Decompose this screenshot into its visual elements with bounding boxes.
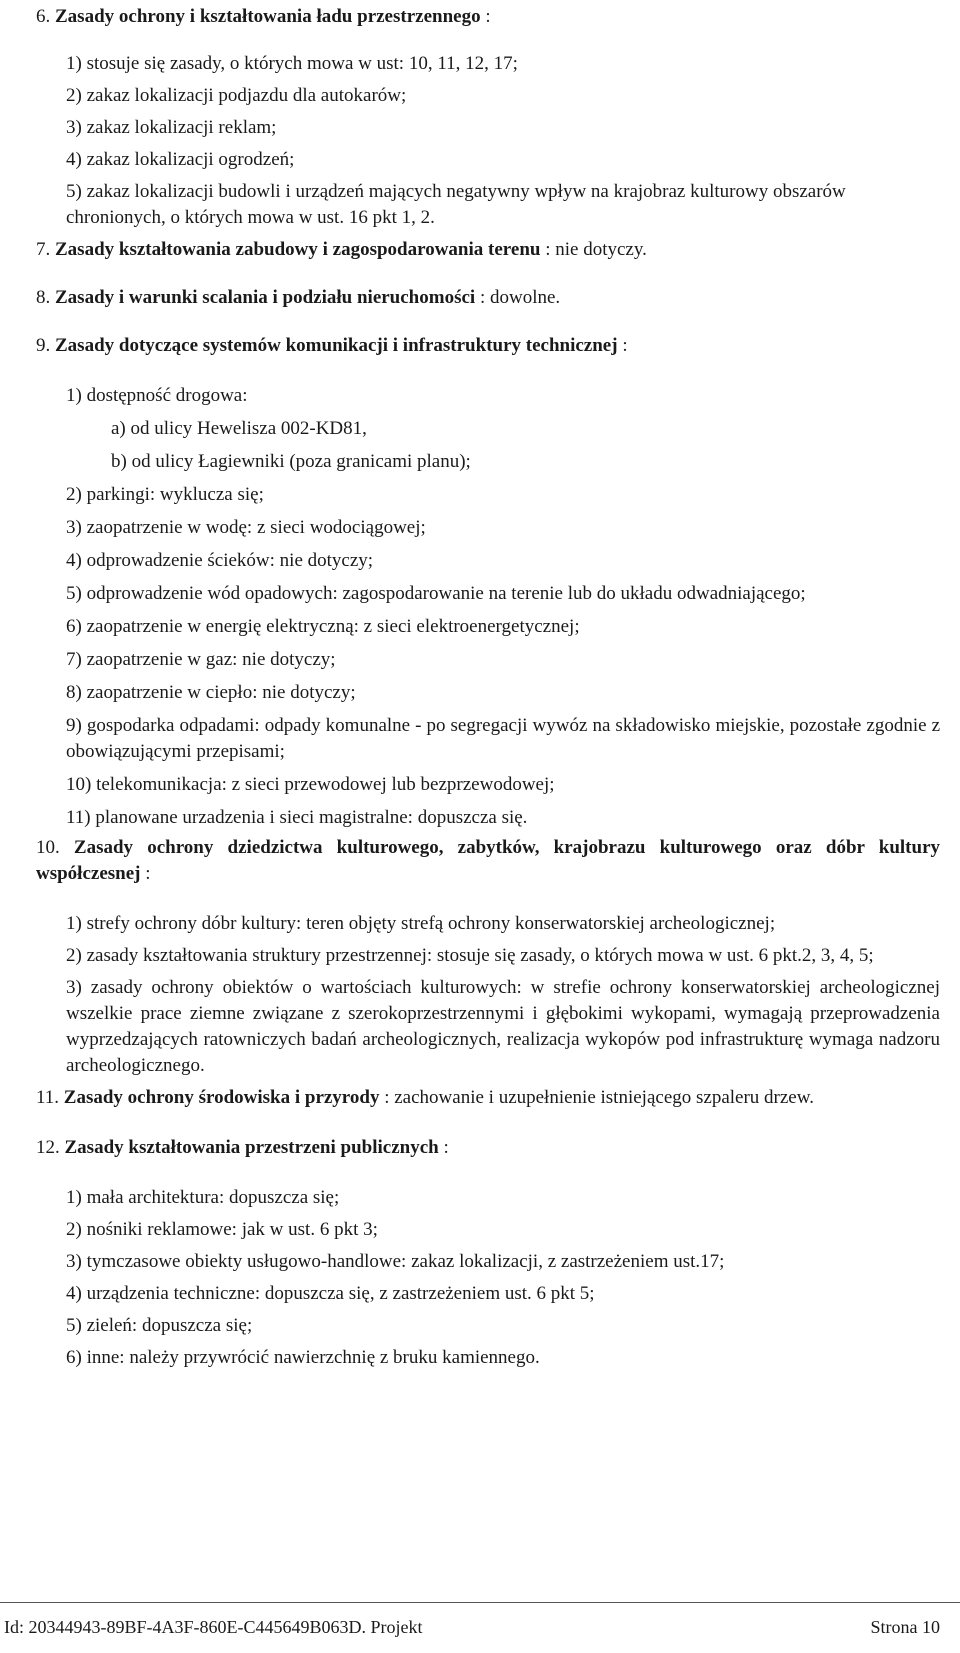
section-6-tail: : [480,6,491,27]
section-7-title: Zasady kształtowania zabudowy i zagospodarowania terenu [55,239,541,260]
section-12-item-1: 1) mała architektura: dopuszcza się; [66,1187,340,1208]
section-10-item-3: 3) zasady ochrony obiektów o wartościach kulturowych: w strefie ochrony konserwatorskiej archeologicznej wszelkie prace ziemne związane z szerokoprzestrzennymi i głębokimi wykopami, wymagają przeprowadzenia wyprzedzających ratowniczych badań archeologicznych, realizacja wykopów pod infrastrukturę wymaga nadzoru archeologicznego. [66,977,940,1076]
section-6-item-4: 4) zakaz lokalizacji ogrodzeń; [66,149,295,170]
section-9-item-3: 3) zaopatrzenie w wodę: z sieci wodociągowej; [66,517,426,538]
section-12-heading [36,1135,940,1161]
section-6-item-3: 3) zakaz lokalizacji reklam; [66,117,277,138]
section-11-tail: : zachowanie i uzupełnienie istniejącego szpaleru drzew. [379,1087,814,1108]
section-12-item-6: 6) inne: należy przywrócić nawierzchnię z bruku kamiennego. [66,1347,540,1368]
section-8-title: Zasady i warunki scalania i podziału nieruchomości [55,287,476,308]
section-12-item-5: 5) zieleń: dopuszcza się; [66,1315,253,1336]
page-number: Strona 10 [870,1617,940,1637]
section-9-number: 9. [36,335,51,356]
section-12-number: 12. [36,1137,60,1158]
section-9-item-1b: b) od ulicy Łagiewniki (poza granicami planu); [111,451,471,472]
section-9-item-11: 11) planowane urzadzenia i sieci magistralne: dopuszcza się. [66,807,528,828]
section-8-number: 8. [36,287,51,308]
section-12-tail: : [438,1137,449,1158]
section-9-item-5: 5) odprowadzenie wód opadowych: zagospodarowanie na terenie lub do układu odwadniającego; [66,583,806,604]
section-8-tail: : dowolne. [475,287,561,308]
section-10-item-1: 1) strefy ochrony dóbr kultury: teren objęty strefą ochrony konserwatorskiej archeologicznej; [66,913,776,934]
section-8-heading [36,285,940,311]
section-10-number: 10. [36,837,60,858]
section-9-item-1a: a) od ulicy Hewelisza 002-KD81, [111,418,367,439]
section-7-tail: : nie dotyczy. [540,239,647,260]
section-10-tail: : [140,863,151,884]
section-9-item-9: 9) gospodarka odpadami: odpady komunalne - po segregacji wywóz na składowisko miejskie, pozostałe zgodnie z obowiązującymi przepisami; [66,715,940,762]
section-10-title: Zasady ochrony dziedzictwa kulturowego, zabytków, krajobrazu kulturowego oraz dóbr kultury współczesnej [36,837,941,884]
section-9-item-4: 4) odprowadzenie ścieków: nie dotyczy; [66,550,374,571]
footer-rule [0,1602,960,1603]
section-12-title: Zasady kształtowania przestrzeni publicznych [64,1137,439,1158]
document-id: Id: 20344943-89BF-4A3F-860E-C445649B063D. Projekt [4,1617,423,1637]
section-12-item-4: 4) urządzenia techniczne: dopuszcza się, z zastrzeżeniem ust. 6 pkt 5; [66,1283,595,1304]
section-9-item-7: 7) zaopatrzenie w gaz: nie dotyczy; [66,649,336,670]
section-9-item-1: 1) dostępność drogowa: [66,385,248,406]
section-6-item-1: 1) stosuje się zasady, o których mowa w ust: 10, 11, 12, 17; [66,53,518,74]
section-6-heading [36,4,940,30]
section-11-title: Zasady ochrony środowiska i przyrody [63,1087,380,1108]
section-11-number: 11. [36,1087,60,1108]
section-9-item-6: 6) zaopatrzenie w energię elektryczną: z sieci elektroenergetycznej; [66,616,580,637]
section-6-item-2: 2) zakaz lokalizacji podjazdu dla autokarów; [66,85,407,106]
section-6-title: Zasady ochrony i kształtowania ładu przestrzennego [55,6,481,27]
section-9-title: Zasady dotyczące systemów komunikacji i infrastruktury technicznej [55,335,618,356]
section-7-number: 7. [36,239,51,260]
section-7-heading [36,237,940,263]
section-6-number: 6. [36,6,51,27]
section-9-item-8: 8) zaopatrzenie w ciepło: nie dotyczy; [66,682,356,703]
page-footer [4,1614,940,1640]
section-12-item-3: 3) tymczasowe obiekty usługowo-handlowe: zakaz lokalizacji, z zastrzeżeniem ust.17; [66,1251,725,1272]
section-12-item-2: 2) nośniki reklamowe: jak w ust. 6 pkt 3; [66,1219,378,1240]
section-9-tail: : [617,335,628,356]
document-page [36,4,940,1371]
section-10-heading [36,835,940,887]
section-6-item-5: 5) zakaz lokalizacji budowli i urządzeń mających negatywny wpływ na krajobraz kulturowy obszarów chronionych, o których mowa w ust. 16 pkt 1, 2. [66,181,846,228]
section-10-item-2: 2) zasady kształtowania struktury przestrzennej: stosuje się zasady, o których mowa w ust. 6 pkt.2, 3, 4, 5; [66,945,874,966]
section-9-item-2: 2) parkingi: wyklucza się; [66,484,264,505]
section-9-heading [36,333,940,359]
section-9-item-10: 10) telekomunikacja: z sieci przewodowej lub bezprzewodowej; [66,774,555,795]
section-11-heading [36,1085,940,1111]
